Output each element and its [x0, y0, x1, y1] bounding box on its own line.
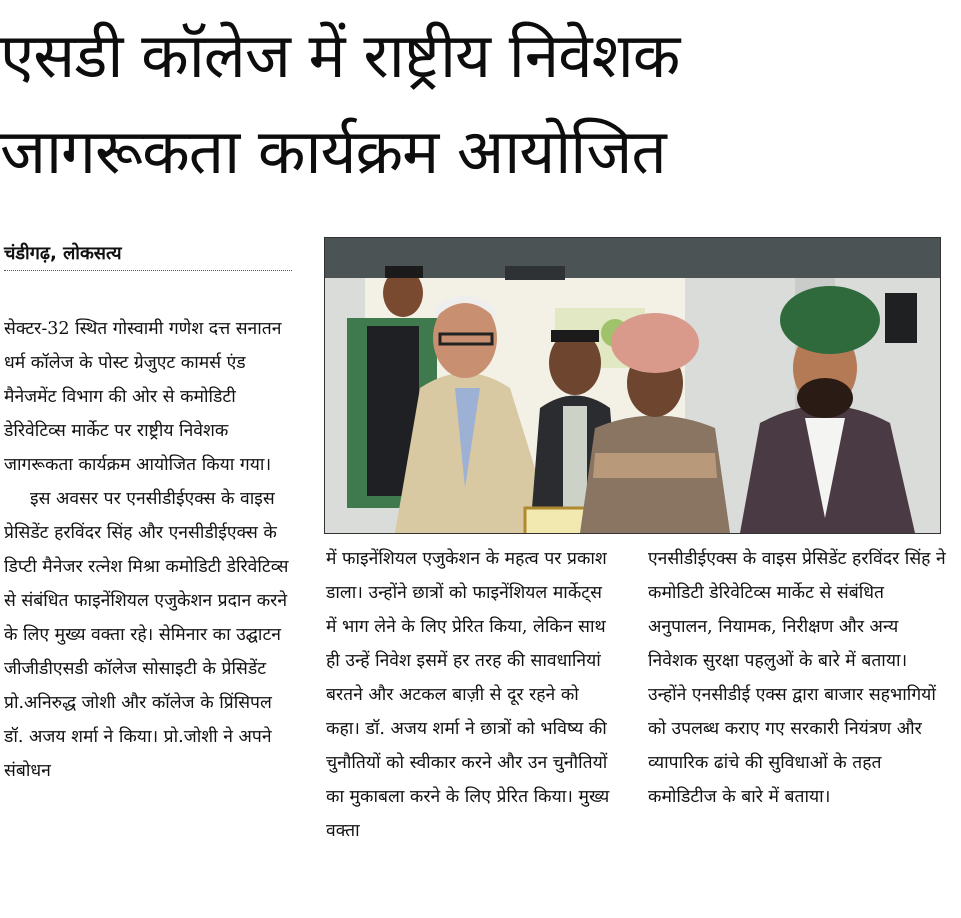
column-2	[326, 542, 616, 848]
dateline: चंडीगढ़, लोकसत्य	[4, 240, 292, 271]
column-3	[648, 542, 948, 814]
group-photo-image	[325, 238, 940, 533]
event-photo	[324, 237, 941, 534]
paragraph-column-2: में फाइनेंशियल एजुकेशन के महत्व पर प्रकाश डाला। उन्होंने छात्रों को फाइनेंशियल मार्केट्स में भाग लेने के लिए प्रेरित किया, लेकिन साथ ही उन्हें निवेश इसमें हर तरह की सावधानियां बरतने और अटकल बाज़ी से दूर रहने को कहा। डॉ. अजय शर्मा ने छात्रों को भविष्य की चुनौतियों को स्वीकार करने और उन चुनौतियों का मुकाबला करने के लिए प्रेरित किया। मुख्य वक्ता	[326, 549, 610, 841]
headline-line-1: एसडी कॉलेज में राष्ट्रीय निवेशक	[0, 19, 680, 92]
column-1	[4, 312, 294, 788]
paragraph-speakers: इस अवसर पर एनसीडीईएक्स के वाइस प्रेसिडेंट हरविंदर सिंह और एनसीडीईएक्स के डिप्टी मैनेजर रत्नेश मिश्रा कमोडिटी डेरिवेटिव्स से संबंधित फाइनेंशियल एजुकेशन प्रदान करने के लिए मुख्य वक्ता रहे। सेमिनार का उद्घाटन जीजीडीएसडी कॉलेज सोसाइटी के प्रेसिडेंट प्रो.अनिरुद्ध जोशी और कॉलेज के प्रिंसिपल डॉ. अजय शर्मा ने किया। प्रो.जोशी ने अपने संबोधन	[4, 489, 289, 781]
paragraph-column-3: एनसीडीईएक्स के वाइस प्रेसिडेंट हरविंदर सिंह ने कमोडिटी डेरिवेटिव्स मार्केट से संबंधित अनुपालन, नियामक, निरीक्षण और अन्य निवेशक सुरक्षा पहलुओं के बारे में बताया। उन्होंने एनसीडीई एक्स द्वारा बाजार सहभागियों को उपलब्ध कराए गए सरकारी नियंत्रण और व्यापारिक ढांचे की सुविधाओं के तहत कमोडिटीज के बारे में बताया।	[648, 549, 946, 807]
paragraph-intro: सेक्टर-32 स्थित गोस्वामी गणेश दत्त सनातन धर्म कॉलेज के पोस्ट ग्रेजुएट कामर्स एंड मैनेजमेंट विभाग की ओर से कमोडिटी डेरिवेटिव्स मार्केट पर राष्ट्रीय निवेशक जागरूकता कार्यक्रम आयोजित किया गया।	[4, 319, 282, 475]
headline-line-2: जागरूकता कार्यक्रम आयोजित	[0, 115, 666, 188]
headline	[0, 8, 961, 200]
